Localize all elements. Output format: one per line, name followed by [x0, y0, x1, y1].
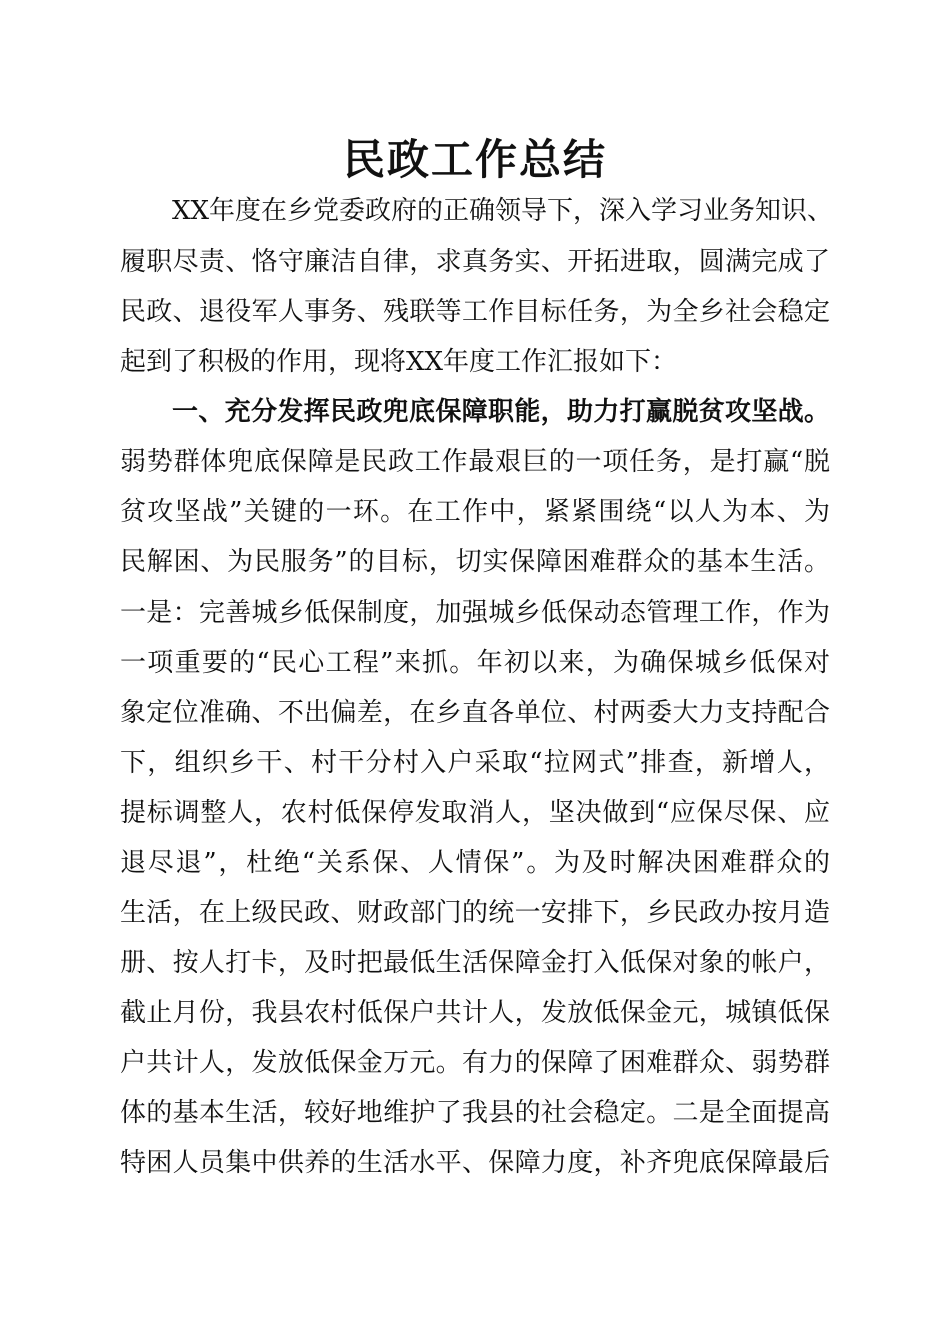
paragraph-line-18: 户共计人，发放低保金万元。有力的保障了困难群众、弱势群 — [120, 1048, 830, 1078]
paragraph-line-16: 册、按人打卡，及时把最低生活保障金打入低保对象的帐户， — [120, 948, 830, 978]
section-heading-1: 一、充分发挥民政兜底保障职能，助力打赢脱贫攻坚战。 — [172, 397, 830, 427]
paragraph-line-4: 起到了积极的作用，现将XX年度工作汇报如下： — [120, 347, 678, 377]
paragraph-line-8: 民解困、为民服务”的目标，切实保障困难群众的基本生活。 — [120, 547, 830, 577]
paragraph-line-19: 体的基本生活，较好地维护了我县的社会稳定。二是全面提高 — [120, 1098, 830, 1128]
paragraph-line-11: 象定位准确、不出偏差，在乡直各单位、村两委大力支持配合 — [120, 698, 830, 728]
paragraph-line-17: 截止月份，我县农村低保户共计人，发放低保金元，城镇低保 — [120, 998, 830, 1028]
paragraph-line-3: 民政、退役军人事务、残联等工作目标任务，为全乡社会稳定 — [120, 297, 830, 327]
paragraph-line-13: 提标调整人，农村低保停发取消人，坚决做到“应保尽保、应 — [120, 798, 830, 828]
paragraph-line-2: 履职尽责、恪守廉洁自律，求真务实、开拓进取，圆满完成了 — [120, 247, 830, 277]
paragraph-line-9: 一是：完善城乡低保制度，加强城乡低保动态管理工作，作为 — [120, 598, 830, 628]
paragraph-line-15: 生活，在上级民政、财政部门的统一安排下，乡民政办按月造 — [120, 898, 830, 928]
paragraph-line-20: 特困人员集中供养的生活水平、保障力度，补齐兜底保障最后 — [120, 1148, 830, 1178]
document-title: 民政工作总结 — [342, 135, 607, 184]
paragraph-line-12: 下，组织乡干、村干分村入户采取“拉网式”排查，新增人， — [120, 748, 830, 778]
paragraph-line-6: 弱势群体兜底保障是民政工作最艰巨的一项任务，是打赢“脱 — [120, 447, 830, 477]
paragraph-line-14: 退尽退”，杜绝“关系保、人情保”。为及时解决困难群众的 — [120, 848, 830, 878]
paragraph-line-1: XX年度在乡党委政府的正确领导下，深入学习业务知识、 — [172, 196, 834, 226]
paragraph-line-10: 一项重要的“民心工程”来抓。年初以来，为确保城乡低保对 — [120, 648, 830, 678]
paragraph-line-7: 贫攻坚战”关键的一环。在工作中，紧紧围绕“以人为本、为 — [120, 497, 830, 527]
